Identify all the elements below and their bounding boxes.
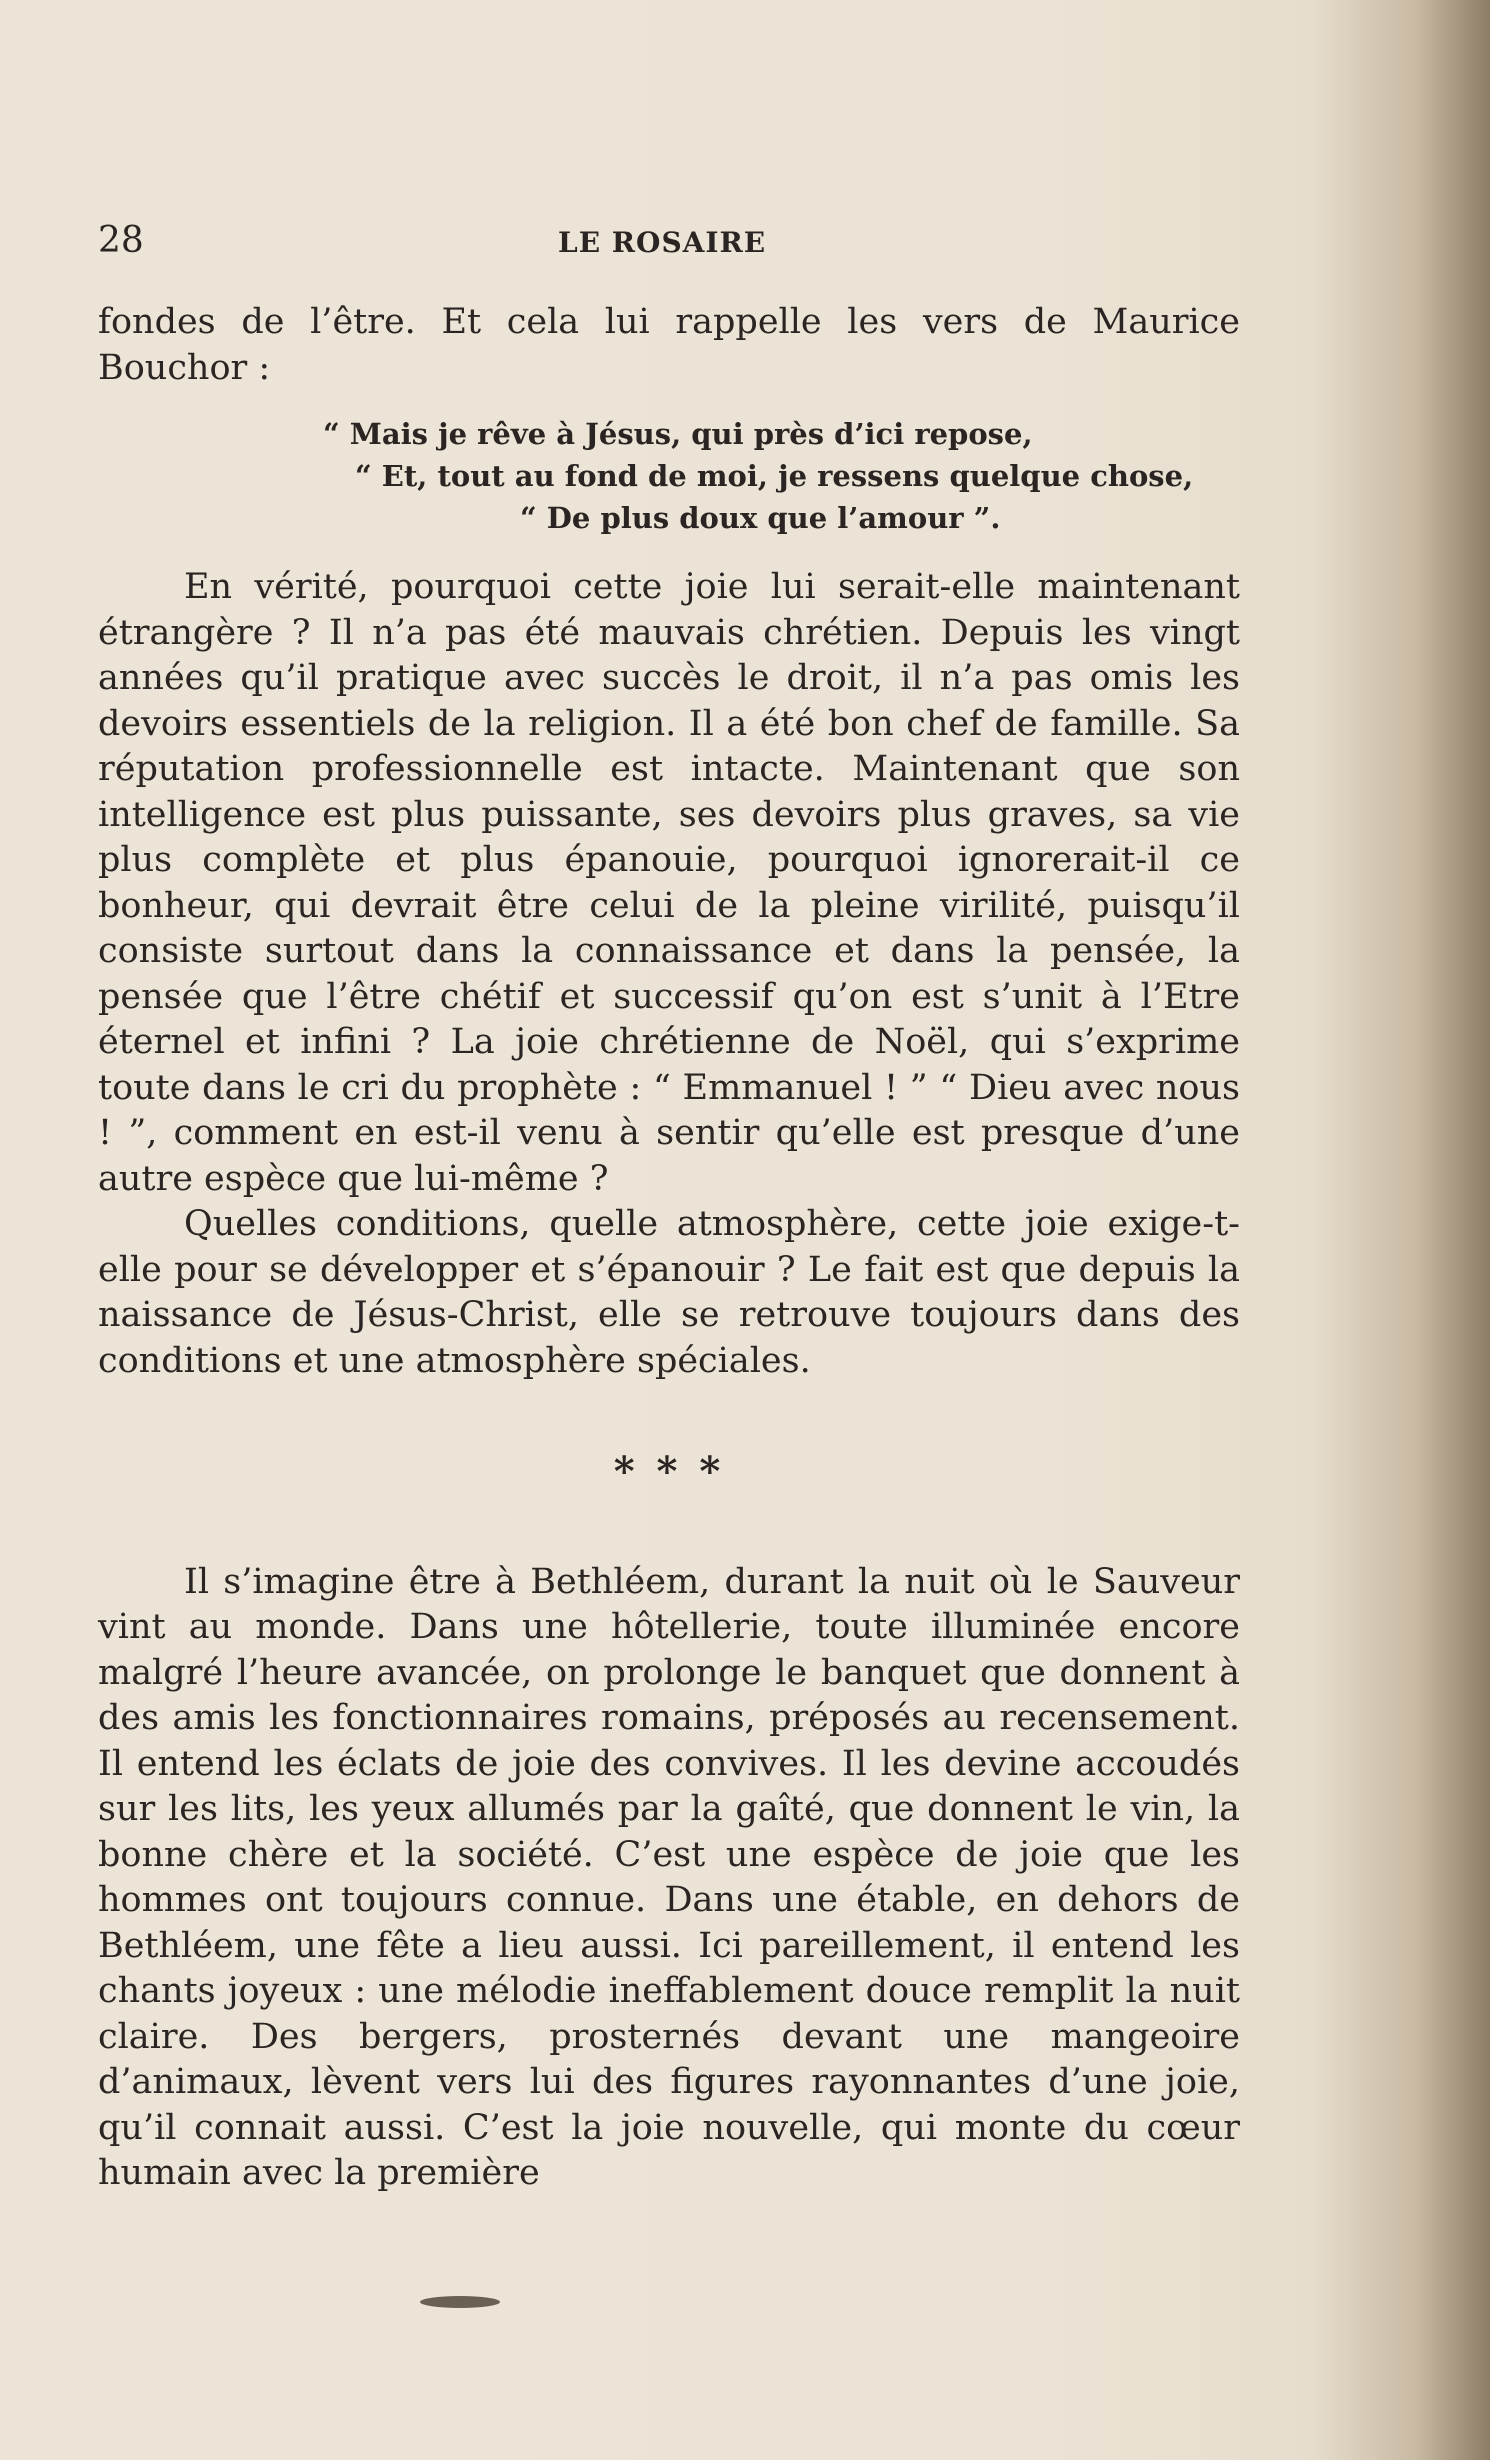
verse-line-3: “ De plus doux que l’amour ”.: [520, 501, 1001, 535]
section-separator: * * *: [613, 1448, 725, 1495]
verse-line-2: “ Et, tout au fond de moi, je ressens quelque chose,: [355, 459, 1194, 493]
verse-line-1: “ Mais je rêve à Jésus, qui près d’ici repose,: [323, 417, 1033, 451]
page-number: 28: [98, 220, 144, 261]
paragraph-1: fondes de l’être. Et cela lui rappelle les vers de Maurice Bouchor :: [98, 302, 1240, 388]
body-text: [98, 300, 1240, 2197]
paragraph-2: En vérité, pourquoi cette joie lui serait-elle maintenant étrangère ? Il n’a pas été mauvais chrétien. Depuis les vingt années qu’il pratique avec succès le droit, il n’a pas omis les devoirs essentiels de la religion. Il a été bon chef de famille. Sa réputation professionnelle est intacte. Maintenant que son intelligence est plus puissante, ses devoirs plus graves, sa vie plus complète et plus épanouie, pourquoi ignorerait-il ce bonheur, qui devrait être celui de la pleine virilité, puisqu’il consiste surtout dans la connaissance et dans la pensée, la pensée que l’être chétif et successif qu’on est s’unit à l’Etre éternel et infini ? La joie chrétienne de Noël, qui s’exprime toute dans le cri du prophète : “ Emmanuel ! ” “ Dieu avec nous ! ”, comment en est-il venu à sentir qu’elle est presque d’une autre espèce que lui-même ?: [98, 567, 1240, 1199]
ink-smudge: [420, 2296, 500, 2308]
paragraph-4: Il s’imagine être à Bethléem, durant la nuit où le Sauveur vint au monde. Dans une hôtellerie, toute illuminée encore malgré l’heure avancée, on prolonge le banquet que donnent à des amis les fonctionnaires romains, préposés au recensement. Il entend les éclats de joie des convives. Il les devine accoudés sur les lits, les yeux allumés par la gaîté, que donnent le vin, la bonne chère et la société. C’est une espèce de joie que les hommes ont toujours connue. Dans une étable, en dehors de Bethléem, une fête a lieu aussi. Ici pareillement, il entend les chants joyeux : une mélodie ineffablement douce remplit la nuit claire. Des bergers, prosternés devant une mangeoire d’animaux, lèvent vers lui des figures rayonnantes d’une joie, qu’il connait aussi. C’est la joie nouvelle, qui monte du cœur humain avec la première: [98, 1561, 1240, 2193]
verse-quote: [98, 413, 1240, 539]
page-header: [98, 220, 1238, 270]
running-title: LE ROSAIRE: [558, 226, 767, 259]
paragraph-3: Quelles conditions, quelle atmosphère, cette joie exige-t-elle pour se développer et s’épanouir ? Le fait est que depuis la naissance de Jésus-Christ, elle se retrouve toujours dans des conditions et une atmosphère spéciales.: [98, 1204, 1240, 1381]
